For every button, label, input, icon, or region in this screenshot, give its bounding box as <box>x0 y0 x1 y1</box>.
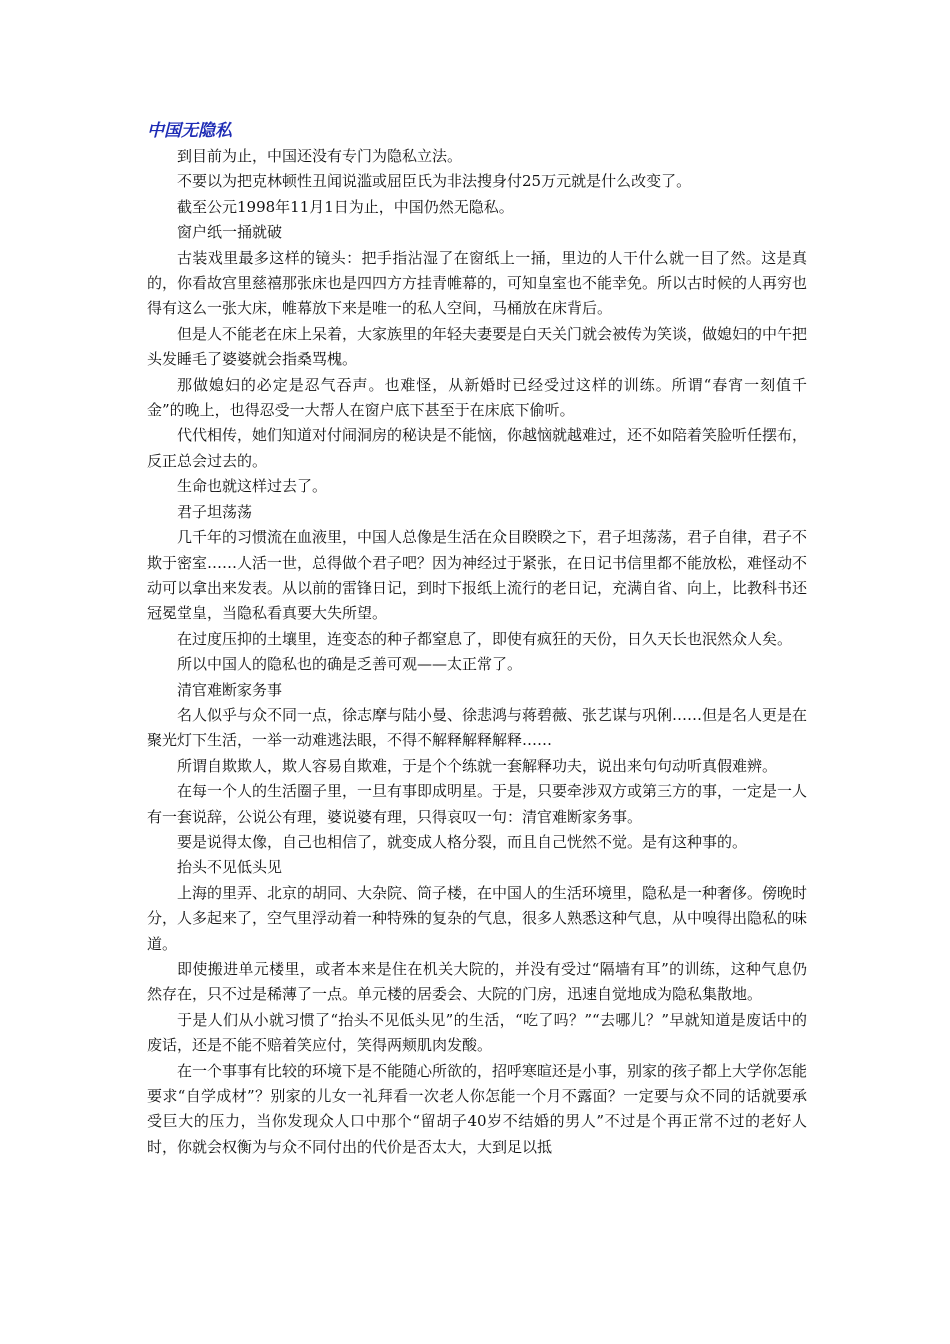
paragraph: 几千年的习惯流在血液里，中国人总像是生活在众目睽睽之下，君子坦荡荡，君子自律，君子不欺于密室……人活一世，总得做个君子吧？因为神经过于紧张，在日记书信里都不能放松，难怪动不动可以拿出来发表。从以前的雷锋日记，到时下报纸上流行的老日记，充满自省、向上，比教科书还冠冕堂皇，当隐私看真要大失所望。 <box>147 528 808 623</box>
paragraph: 不要以为把克林顿性丑闻说滥或屈臣氏为非法搜身付25万元就是什么改变了。 <box>177 172 692 191</box>
paragraph: 名人似乎与众不同一点，徐志摩与陆小曼、徐悲鸿与蒋碧薇、张艺谋与巩俐……但是名人更是在聚光灯下生活，一举一动难逃法眼，不得不解释解释解释…… <box>147 705 808 750</box>
paragraph: 那做媳妇的必定是忍气吞声。也难怪，从新婚时已经受过这样的训练。所谓“春宵一刻值千金”的晚上，也得忍受一大帮人在窗户底下甚至于在床底下偷听。 <box>147 375 807 420</box>
paragraph: 在过度压抑的土壤里，连变态的种子都窒息了，即使有疯狂的天份，日久天长也泯然众人矣。 <box>177 629 793 648</box>
paragraph: 生命也就这样过去了。 <box>177 477 328 496</box>
paragraph: 抬头不见低头见 <box>177 858 283 877</box>
paragraph: 到目前为止，中国还没有专门为隐私立法。 <box>177 147 463 165</box>
paragraph: 在一个事事有比较的环境下是不能随心所欲的，招呼寒暄还是小事，别家的孩子都上大学你怎能要求“自学成材”？别家的儿女一礼拜看一次老人你怎能一个月不露面？一定要与众不同的话就要承受巨大的压力，当你发现众人口中那个“留胡子40岁不结婚的男人”不过是个再正常不过的老好人时，你就会权衡为与众不同付出的代价是否太大，大到足以抵 <box>147 1061 808 1156</box>
paragraph: 清官难断家务事 <box>177 680 283 699</box>
document-page <box>147 118 807 1160</box>
paragraph: 要是说得太像，自己也相信了，就变成人格分裂，而且自己恍然不觉。是有这种事的。 <box>177 832 748 851</box>
paragraph: 古装戏里最多这样的镜头：把手指沾湿了在窗纸上一捅，里边的人干什么就一目了然。这是真的，你看故宫里慈禧那张床也是四四方方挂青帷幕的，可知皇室也不能幸免。所以古时候的人再穷也得有这么一张大床，帷幕放下来是唯一的私人空间，马桶放在床背后。 <box>147 248 808 318</box>
paragraph: 所以中国人的隐私也的确是乏善可观——太正常了。 <box>177 655 523 674</box>
paragraph: 截至公元1998年11月1日为止，中国仍然无隐私。 <box>177 197 514 216</box>
paragraph: 代代相传，她们知道对付闹洞房的秘诀是不能恼，你越恼就越难过，还不如陪着笑脸听任摆布，反正总会过去的。 <box>147 426 808 470</box>
document-title: 中国无隐私 <box>147 121 232 140</box>
paragraph: 所谓自欺欺人，欺人容易自欺难，于是个个练就一套解释功夫，说出来句句动听真假难辨。 <box>177 756 778 775</box>
paragraph: 君子坦荡荡 <box>177 502 253 521</box>
paragraph: 窗户纸一捅就破 <box>177 223 283 242</box>
paragraph: 即使搬进单元楼里，或者本来是住在机关大院的，并没有受过“隔墙有耳”的训练，这种气息仍然存在，只不过是稀薄了一点。单元楼的居委会、大院的门房，迅速自觉地成为隐私集散地。 <box>147 960 807 1004</box>
paragraph: 于是人们从小就习惯了“抬头不见低头见”的生活，“吃了吗？”“去哪儿？”早就知道是废话中的废话，还是不能不赔着笑应付，笑得两颊肌肉发酸。 <box>147 1010 807 1055</box>
paragraph: 在每一个人的生活圈子里，一旦有事即成明星。于是，只要牵涉双方或第三方的事，一定是一人有一套说辞，公说公有理，婆说婆有理，只得哀叹一句：清官难断家务事。 <box>147 782 808 826</box>
document-body <box>147 144 807 1160</box>
paragraph: 上海的里弄、北京的胡同、大杂院、筒子楼，在中国人的生活环境里，隐私是一种奢侈。傍晚时分，人多起来了，空气里浮动着一种特殊的复杂的气息，很多人熟悉这种气息，从中嗅得出隐私的味道。 <box>147 883 808 953</box>
paragraph: 但是人不能老在床上呆着，大家族里的年轻夫妻要是白天关门就会被传为笑谈，做媳妇的中午把头发睡毛了婆婆就会指桑骂槐。 <box>147 324 808 369</box>
